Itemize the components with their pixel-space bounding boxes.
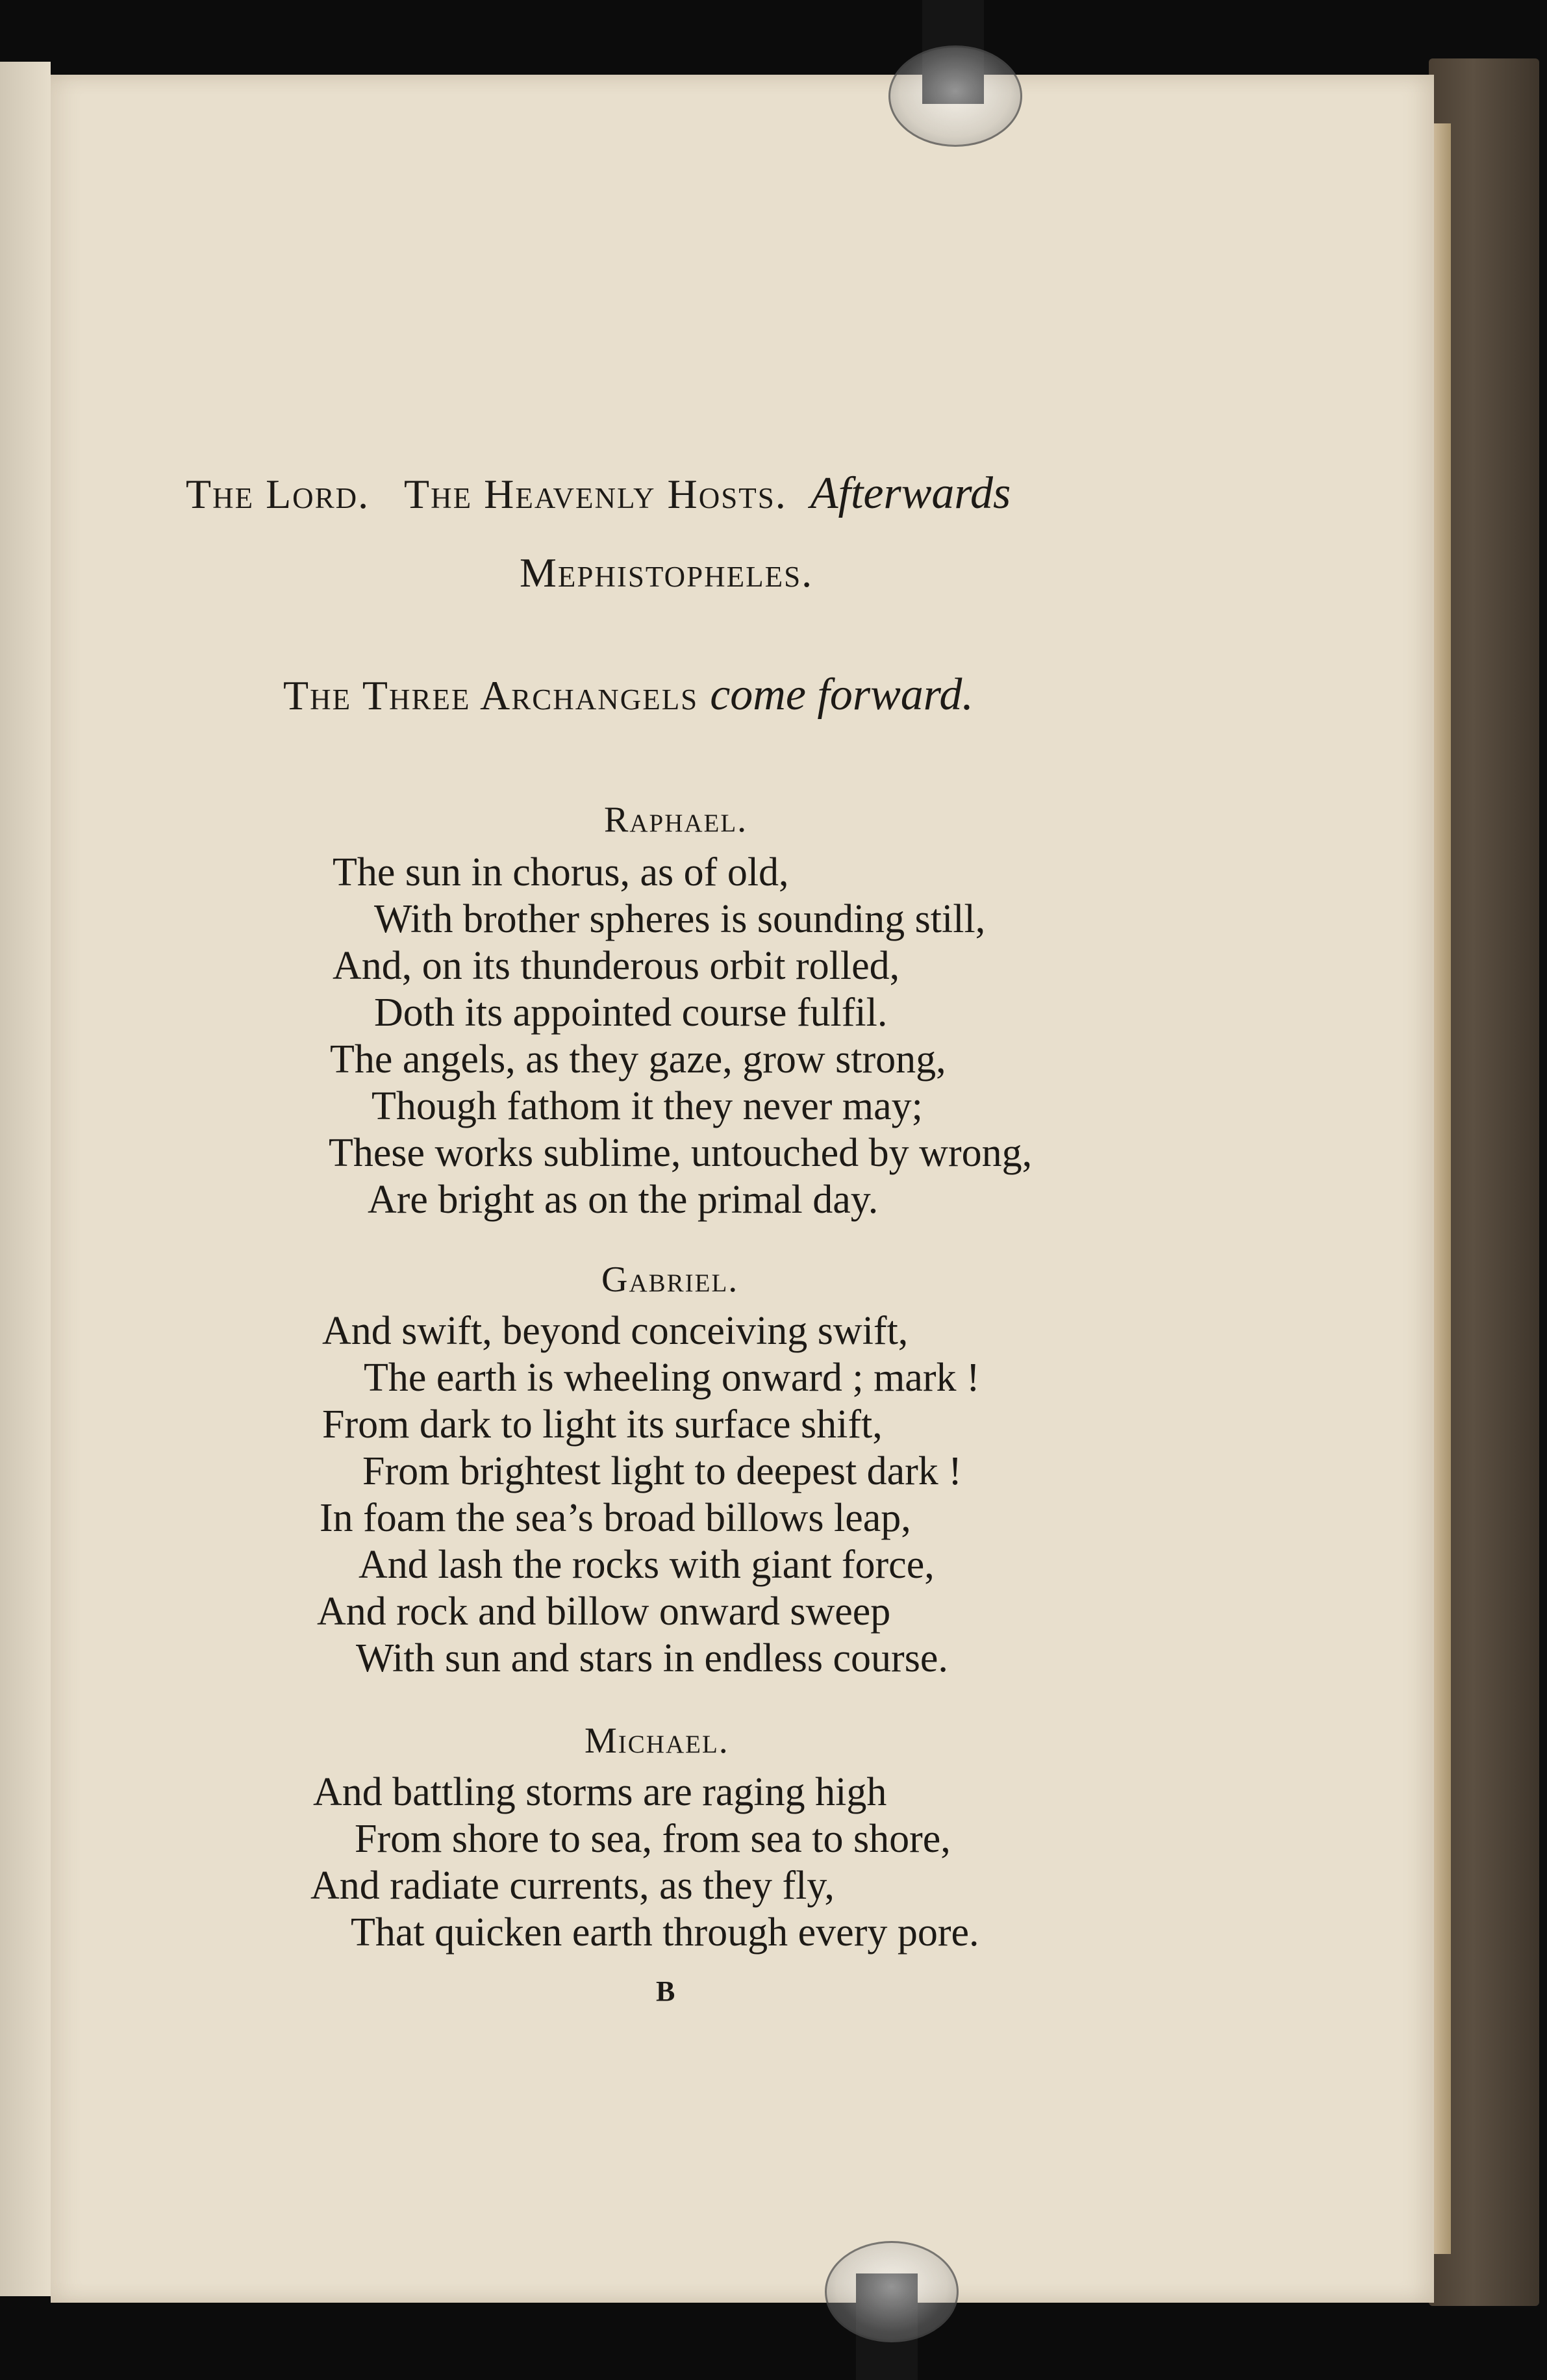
verse-line: And rock and billow onward sweep	[317, 1589, 891, 1634]
page-clip-bottom	[825, 2241, 959, 2342]
stage-direction-names: The Three Archangels	[283, 672, 699, 718]
verse-line: The sun in chorus, as of old,	[333, 850, 789, 894]
verse-line: With brother spheres is sounding still,	[374, 897, 986, 941]
heading-line-2: Mephistopheles.	[520, 550, 814, 596]
verse-line: And swift, beyond conceiving swift,	[322, 1309, 909, 1353]
verse-line: With sun and stars in endless course.	[356, 1636, 948, 1680]
heading-line-1	[186, 468, 1011, 520]
signature-mark: B	[656, 1975, 675, 2007]
page-block-edge	[1434, 123, 1451, 2254]
verse-line: And battling storms are raging high	[313, 1770, 887, 1814]
speaker-michael: Michael.	[585, 1721, 729, 1761]
verse-line: And lash the rocks with giant force,	[358, 1543, 935, 1587]
verse-line: From shore to sea, from sea to shore,	[355, 1817, 951, 1861]
stage-direction-italic: come forward.	[710, 670, 974, 720]
speaker-raphael: Raphael.	[604, 800, 748, 840]
verse-line: In foam the sea’s broad billows leap,	[320, 1496, 911, 1540]
verse-line: These works sublime, untouched by wrong,	[329, 1131, 1033, 1175]
verse-line: That quicken earth through every pore.	[351, 1910, 979, 1955]
verse-line: The angels, as they gaze, grow strong,	[330, 1037, 946, 1082]
verse-line: From dark to light its surface shift,	[322, 1402, 883, 1447]
heading-afterwards: Afterwards	[810, 468, 1011, 518]
speaker-gabriel: Gabriel.	[601, 1260, 739, 1300]
verse-line: Are bright as on the primal day.	[368, 1178, 879, 1222]
verse-line: Though fathom it they never may;	[371, 1084, 923, 1128]
verse-line: Doth its appointed course fulfil.	[374, 991, 888, 1035]
heading-the-lord: The Lord.	[186, 471, 370, 517]
heading-heavenly-hosts: The Heavenly Hosts.	[404, 471, 787, 517]
page-clip-top	[888, 45, 1022, 147]
verse-line: From brightest light to deepest dark !	[362, 1449, 962, 1493]
verse-line: And radiate currents, as they fly,	[310, 1864, 835, 1908]
facing-page-edge	[0, 62, 51, 2296]
verse-line: And, on its thunderous orbit rolled,	[333, 944, 900, 988]
stage-direction	[283, 669, 974, 721]
verse-line: The earth is wheeling onward ; mark !	[364, 1356, 980, 1400]
